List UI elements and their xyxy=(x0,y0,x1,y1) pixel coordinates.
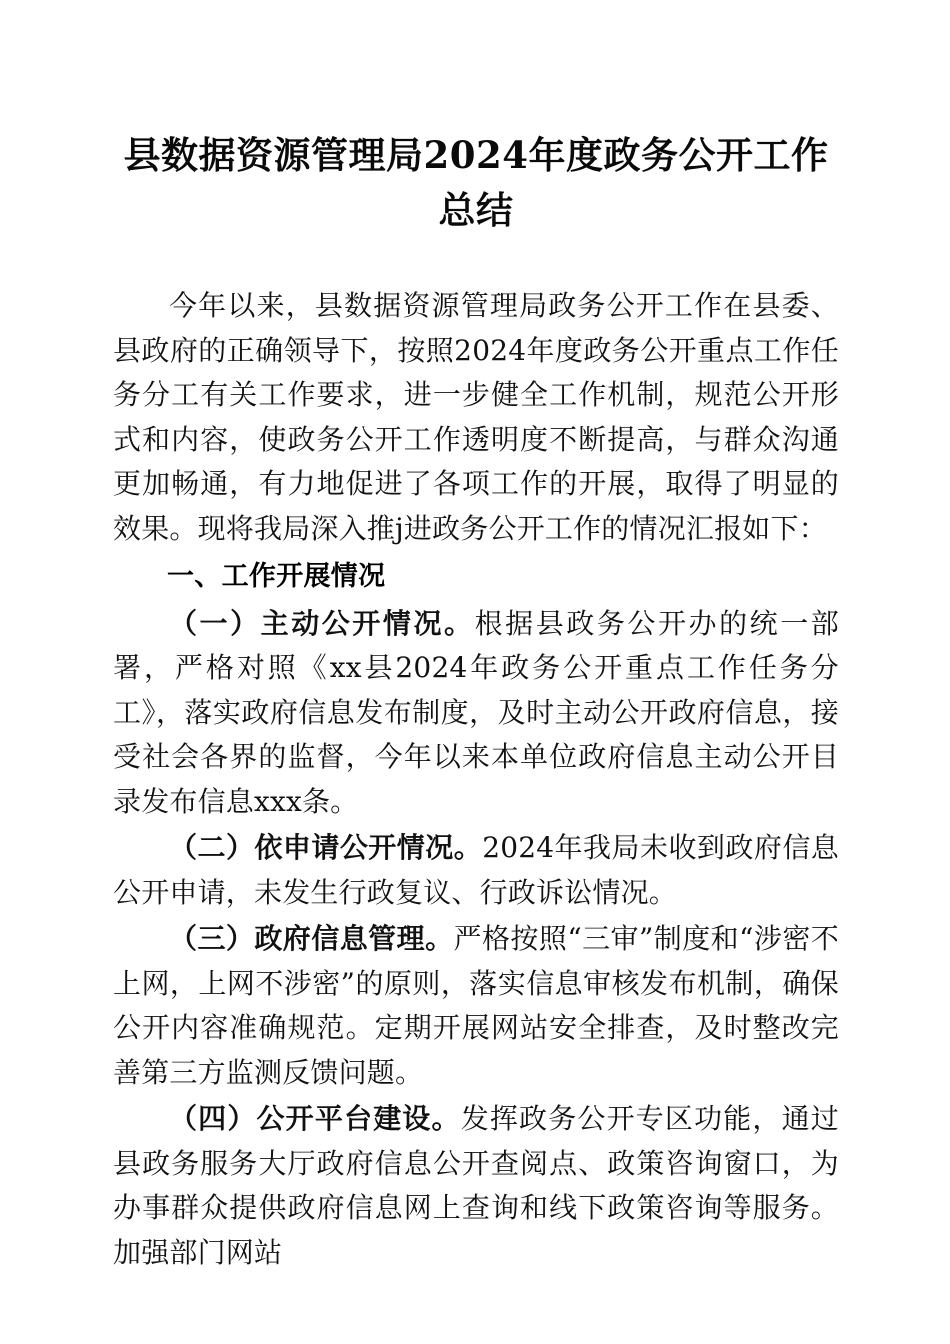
document-title: 县数据资源管理局2024年度政务公开工作总结 xyxy=(123,133,829,232)
subsection-label-one: （一）主动公开情况。 xyxy=(169,606,475,640)
subsection-item-two xyxy=(113,826,839,915)
subsection-label-two: （二）依申请公开情况。 xyxy=(169,831,483,864)
document-body xyxy=(113,0,839,1275)
subsection-item-one xyxy=(113,602,839,825)
subsection-label-three: （三）政府信息管理。 xyxy=(169,922,454,955)
intro-paragraph xyxy=(113,284,839,551)
subsection-label-four: （四）公开平台建设。 xyxy=(169,1102,461,1135)
section-heading-one: 一、工作开展情况 xyxy=(167,561,386,592)
subsection-item-three xyxy=(113,917,839,1095)
intro-paragraph-text: 今年以来，县数据资源管理局政务公开工作在县委、县政府的正确领导下，按照2024年度政务公开重点工作任务分工有关工作要求，进一步健全工作机制，规范公开形式和内容，使政务公开工作透明度不断提高，与群众沟通更加畅通，有力地促进了各项工作的开展，取得了明显的效果。现将我局深入推 xyxy=(113,289,839,545)
subsection-item-four xyxy=(113,1097,839,1275)
ocr-artifact-glyph: j xyxy=(395,511,404,545)
subsection-body-four: 发挥政务公开专区功能，通过县政务服务大厅政府信息公开查阅点、政策咨询窗口，为办事群众提供政府信息网上查询和线下政策咨询等服务。加强部门网站 xyxy=(113,1102,839,1269)
subsection-body-two: 2024年我局未收到政府信息公开申请，未发生行政复议、行政诉讼情况。 xyxy=(113,831,840,909)
intro-paragraph-continuation: 进政务公开工作的情况汇报如下： xyxy=(403,511,827,545)
subsection-body-three: 严格按照“三审”制度和“涉密不上网，上网不涉密”的原则，落实信息审核发布机制，确保公开内容准确规范。定期开展网站安全排查，及时整改完善第三方监测反馈问题。 xyxy=(113,922,839,1089)
subsection-body-one: 根据县政务公开办的统一部署，严格对照《xx县2024年政务公开重点工作任务分工》，落实政府信息发布制度，及时主动公开政府信息，接受社会各界的监督，今年以来本单位政府信息主动公开目录发布信息xxx条。 xyxy=(113,606,839,818)
